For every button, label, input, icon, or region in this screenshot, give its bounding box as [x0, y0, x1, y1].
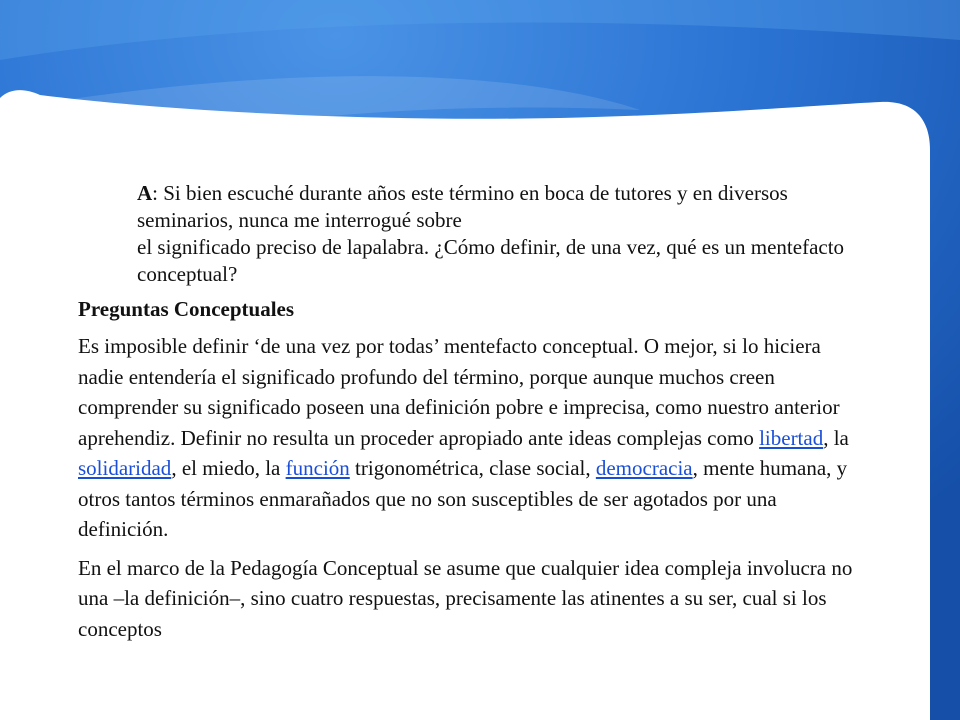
para1-text-2: , la [823, 425, 849, 450]
quote-block [137, 180, 858, 288]
paragraph-1 [78, 331, 858, 545]
para1-text-5: , mente humana, y otros tantos términos enmarañados que no son susceptibles de ser agotados por una definición. [78, 456, 848, 541]
quote-speaker: A [137, 181, 153, 205]
link-funcion[interactable]: función [285, 456, 350, 480]
link-solidaridad[interactable]: solidaridad [78, 456, 172, 480]
link-democracia[interactable]: democracia [595, 456, 693, 480]
slide-content [78, 180, 858, 644]
section-heading: Preguntas Conceptuales [78, 297, 295, 321]
para1-text-3: , el miedo, la [171, 456, 286, 480]
paragraph-2: En el marco de la Pedagogía Conceptual se asume que cualquier idea compleja involucra no una –la definición–, sino cuatro respuestas, precisamente las atinentes a su ser, cual si los conceptos [78, 555, 853, 641]
para1-text-4: trigonométrica, clase social, [349, 456, 596, 480]
para1-text-1: Es imposible definir ‘de una vez por todas’ mentefacto conceptual. O mejor, si lo hiciera nadie entendería el significado profundo del término, porque aunque muchos creen comprender su significado poseen una definición pobre e imprecisa, como nuestro anterior aprehendiz. Definir no resulta un proceder apropiado ante ideas complejas como [78, 334, 840, 450]
quote-text-2: el significado preciso de lapalabra. ¿Cómo definir, de una vez, qué es un mentefacto conceptual? [137, 235, 845, 286]
quote-text: : Si bien escuché durante años este término en boca de tutores y en diversos seminarios, nunca me interrogué sobre [137, 181, 788, 232]
link-libertad[interactable]: libertad [759, 425, 824, 450]
